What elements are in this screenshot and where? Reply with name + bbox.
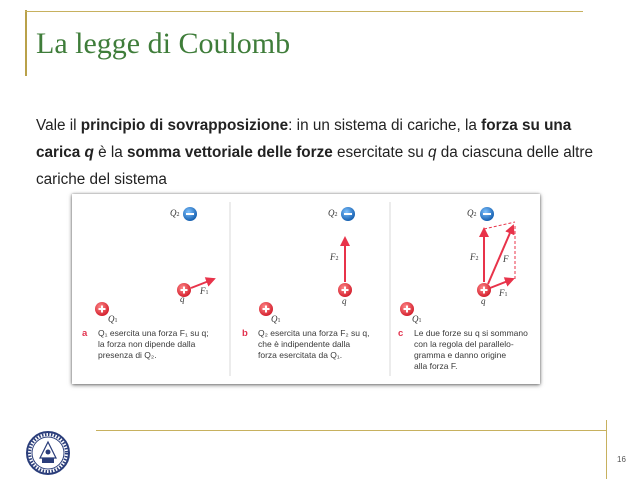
page-number: 16 bbox=[617, 455, 626, 464]
body-bold-2: forza su una carica bbox=[36, 117, 572, 161]
university-seal-icon bbox=[24, 430, 72, 476]
body-text-2: : in un sistema di cariche, la bbox=[288, 117, 482, 134]
label-f2: F2 bbox=[330, 252, 339, 262]
parallelogram-edge bbox=[484, 222, 515, 229]
panel-b-letter: b bbox=[242, 328, 248, 339]
force-f1-vector bbox=[490, 279, 513, 288]
panel-c-caption: Le due forze su q si sommano con la regola del parallelo- gramma e danno origine alla forza F. bbox=[414, 328, 528, 371]
label-q: q bbox=[342, 296, 347, 306]
label-q2: Q2 bbox=[467, 208, 477, 218]
panel-a-caption: Q₁ esercita una forza F₁ su q; la forza non dipende dalla presenza di Q₂. bbox=[98, 328, 209, 360]
positive-charge-icon bbox=[338, 283, 352, 297]
label-f1: F1 bbox=[200, 286, 209, 296]
slide-title: La legge di Coulomb bbox=[36, 27, 291, 60]
body-text-5: da ciascuna delle altre cariche del sistema bbox=[36, 144, 593, 188]
body-bold-3: somma vettoriale delle forze bbox=[127, 144, 333, 161]
label-q: q bbox=[180, 294, 185, 304]
positive-charge-icon bbox=[95, 302, 109, 316]
resultant-force-vector bbox=[488, 226, 513, 284]
positive-charge-icon bbox=[477, 283, 491, 297]
panel-a-letter: a bbox=[82, 328, 88, 339]
body-text-1: Vale il bbox=[36, 117, 81, 134]
label-q1: Q1 bbox=[108, 314, 118, 324]
body-text-3: è la bbox=[93, 144, 128, 161]
body-bold-1: principio di sovrapposizione bbox=[80, 117, 289, 134]
title-frame-horizontal bbox=[25, 11, 583, 12]
label-f2: F2 bbox=[470, 252, 479, 262]
panel-b-caption: Q₂ esercita una forza F₂ su q, che è indipendente dalla forza esercitata da Q₁. bbox=[258, 328, 370, 360]
label-q2: Q2 bbox=[170, 208, 180, 218]
title-frame-vertical bbox=[25, 10, 27, 76]
label-f1: F1 bbox=[499, 288, 508, 298]
negative-charge-icon bbox=[341, 207, 355, 221]
panel-c-letter: c bbox=[398, 328, 404, 339]
body-text-4: esercitate su bbox=[332, 144, 428, 161]
footer-vertical-line bbox=[606, 420, 607, 479]
footer-line bbox=[96, 430, 606, 431]
label-q1: Q1 bbox=[412, 314, 422, 324]
negative-charge-icon bbox=[183, 207, 197, 221]
label-f: F bbox=[503, 254, 509, 264]
body-bold-q: q bbox=[84, 144, 94, 161]
negative-charge-icon bbox=[480, 207, 494, 221]
coulomb-superposition-figure bbox=[72, 194, 540, 384]
label-q1: Q1 bbox=[271, 314, 281, 324]
label-q: q bbox=[481, 296, 486, 306]
body-paragraph bbox=[36, 112, 606, 193]
label-q2: Q2 bbox=[328, 208, 338, 218]
body-italic-q: q bbox=[427, 144, 437, 161]
